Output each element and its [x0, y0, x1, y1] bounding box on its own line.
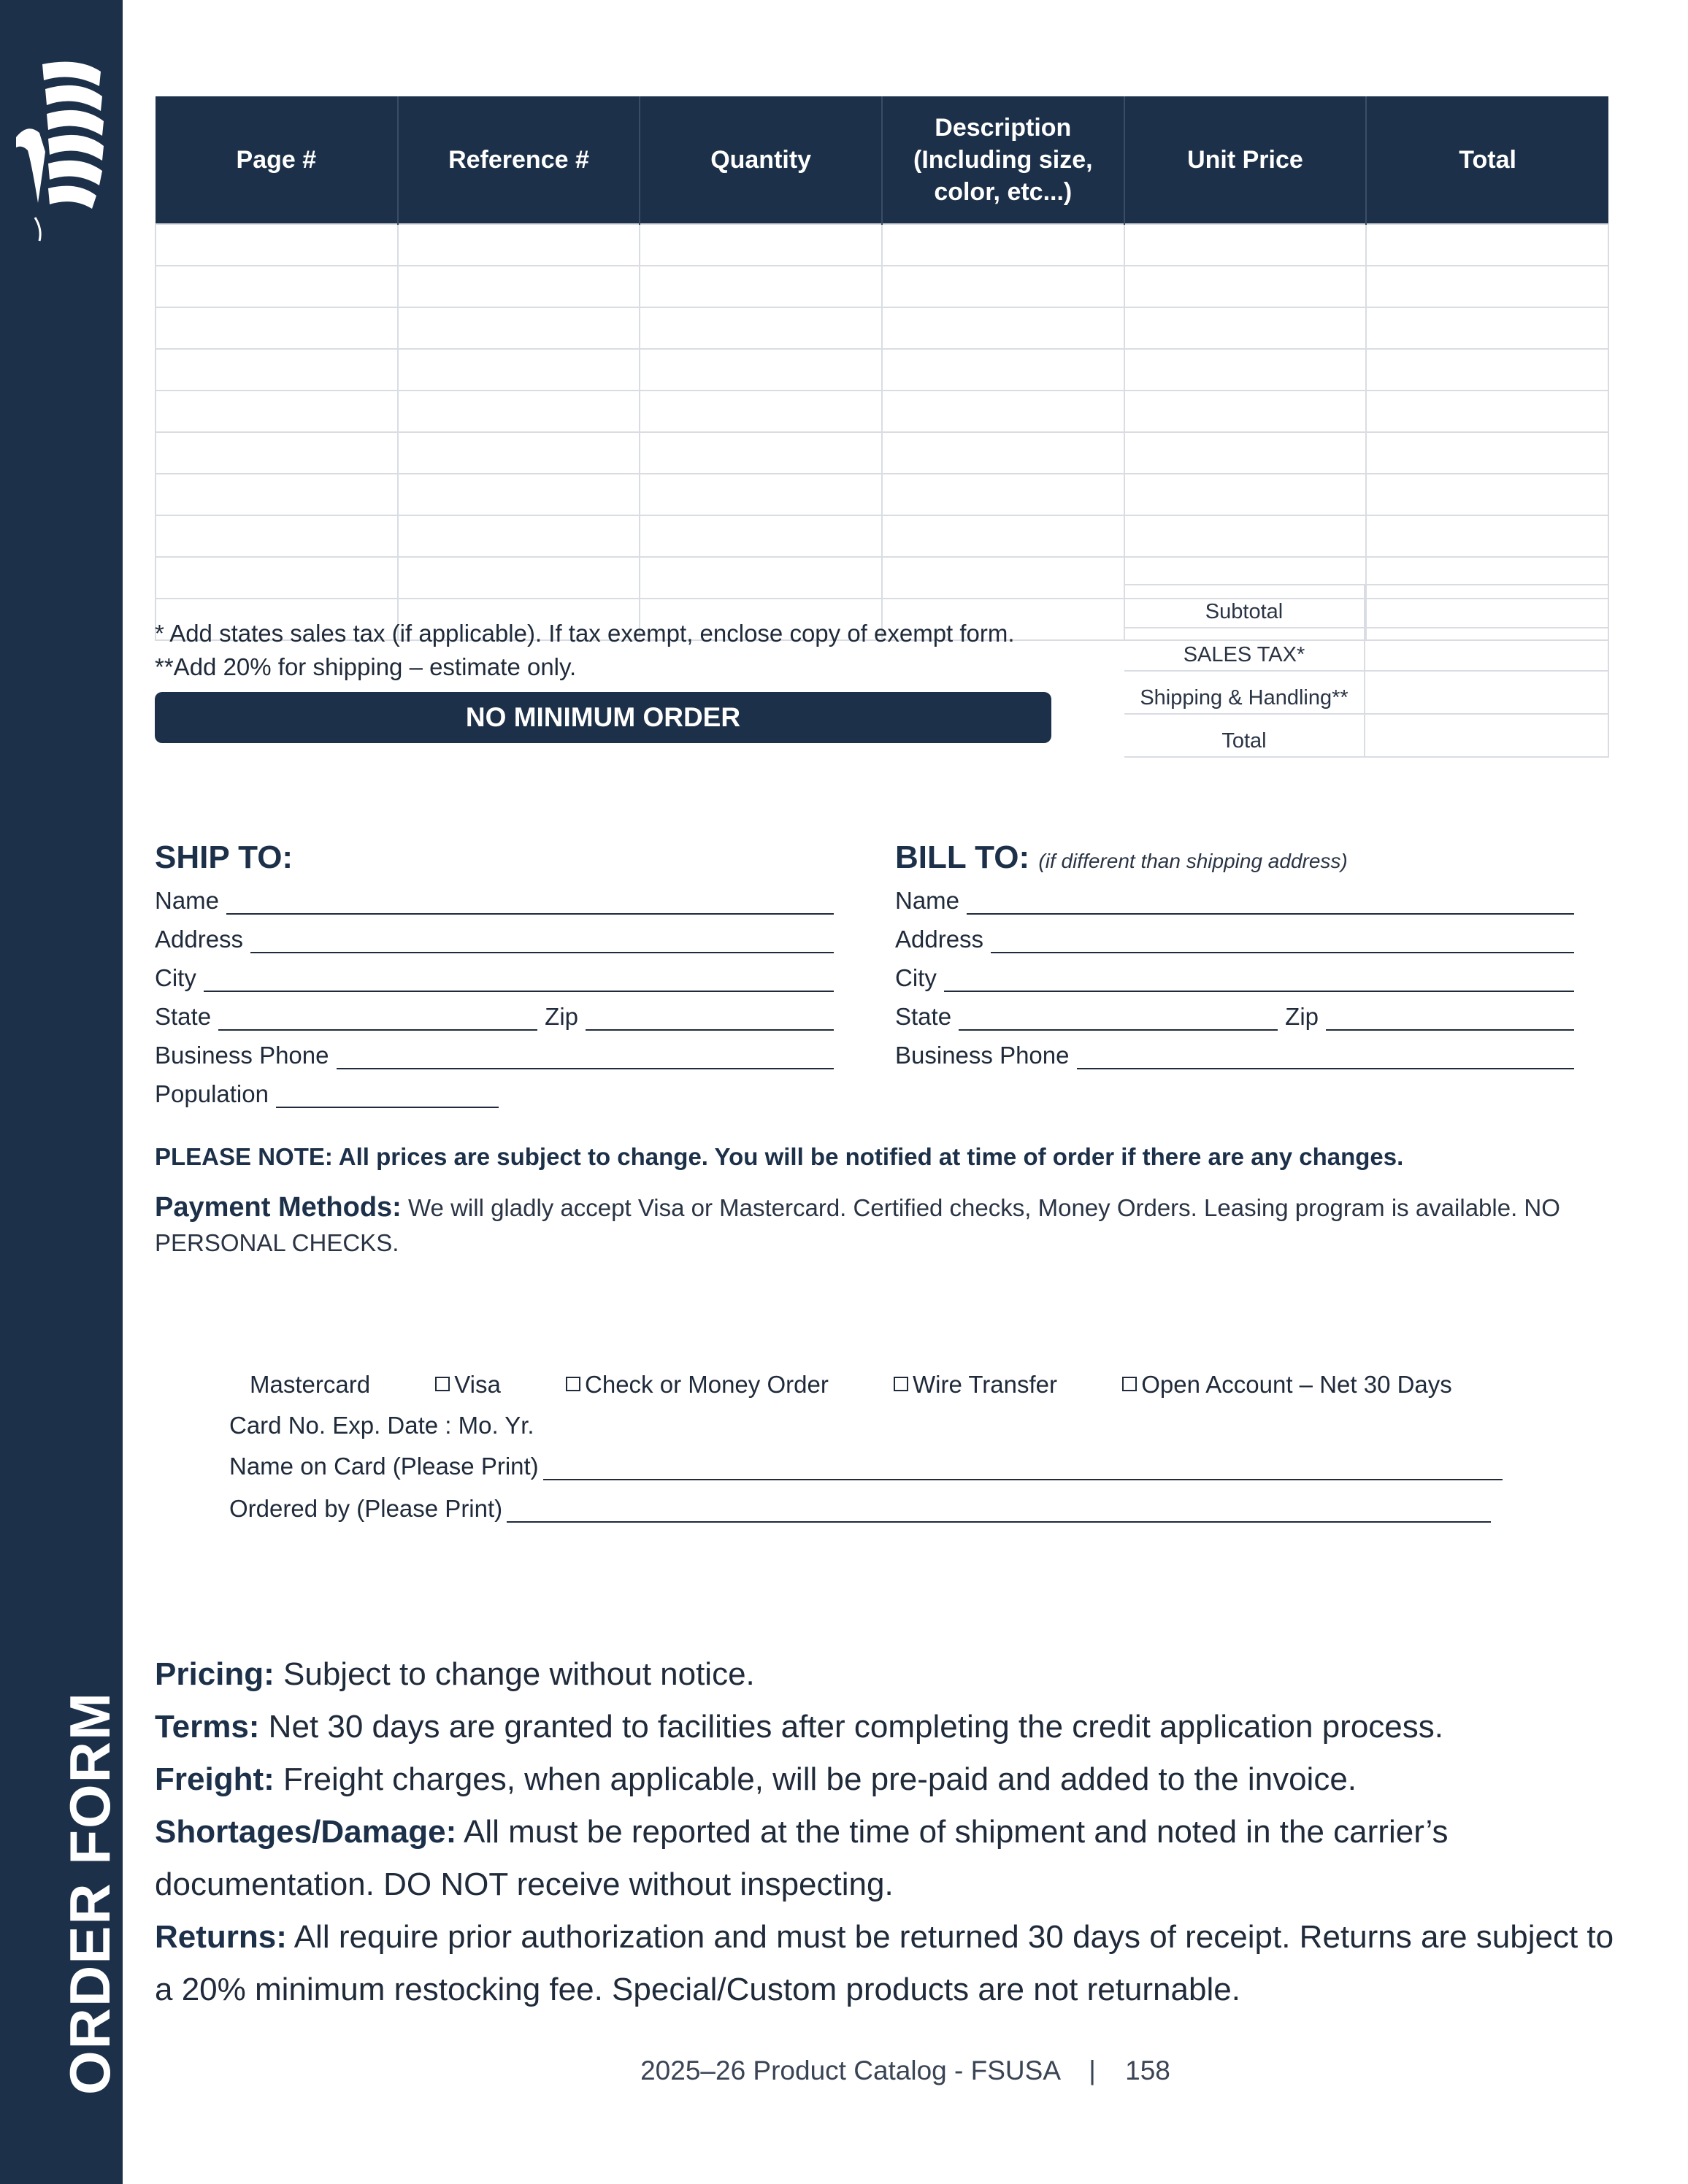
table-cell[interactable] [882, 474, 1124, 515]
bill-city-label: City [895, 964, 937, 991]
table-cell[interactable] [398, 266, 640, 307]
table-row [156, 307, 1608, 349]
shortages-label: Shortages/Damage: [155, 1814, 457, 1850]
footer-page-number: 158 [1125, 2056, 1170, 2085]
table-cell[interactable] [398, 474, 640, 515]
summary-table [1124, 584, 1609, 758]
checkbox-icon[interactable] [894, 1377, 908, 1391]
ship-to-title: SHIP TO: [155, 839, 294, 875]
ship-population-field[interactable] [276, 1082, 499, 1108]
ship-phone-field[interactable] [337, 1043, 835, 1069]
subtotal-field[interactable] [1365, 585, 1608, 628]
table-cell[interactable] [156, 391, 398, 432]
ordered-by-row [229, 1495, 1491, 1523]
bill-city-field[interactable] [944, 966, 1574, 992]
table-cell[interactable] [1366, 515, 1608, 557]
table-cell[interactable] [156, 266, 398, 307]
sales-tax-label: SALES TAX* [1124, 628, 1365, 671]
order-table [155, 96, 1609, 641]
table-cell[interactable] [398, 432, 640, 474]
payment-options [250, 1371, 1511, 1399]
table-cell[interactable] [156, 432, 398, 474]
ship-to-section [155, 839, 834, 1108]
header-description: Description (Including size, color, etc...) [882, 96, 1124, 224]
table-cell[interactable] [1366, 391, 1608, 432]
table-cell[interactable] [640, 515, 882, 557]
table-cell[interactable] [640, 474, 882, 515]
table-cell[interactable] [882, 307, 1124, 349]
table-row [156, 432, 1608, 474]
shipping-note: **Add 20% for shipping – estimate only. [155, 653, 577, 680]
table-cell[interactable] [1124, 224, 1367, 266]
pricing-text: Subject to change without notice. [274, 1656, 755, 1692]
option-wire-label: Wire Transfer [912, 1371, 1058, 1398]
freight-text: Freight charges, when applicable, will be pre-paid and added to the invoice. [274, 1761, 1357, 1797]
total-field[interactable] [1365, 714, 1608, 757]
footer-catalog: 2025–26 Product Catalog - FSUSA [640, 2056, 1059, 2085]
payment-label: Payment Methods: [155, 1192, 402, 1223]
bill-name-field[interactable] [967, 888, 1574, 915]
option-mastercard[interactable] [250, 1371, 399, 1398]
ship-city-field[interactable] [204, 966, 834, 992]
table-cell[interactable] [1124, 515, 1367, 557]
pricing-label: Pricing: [155, 1656, 275, 1692]
option-check[interactable] [566, 1371, 858, 1398]
table-cell[interactable] [156, 349, 398, 391]
tax-notes [155, 617, 1015, 684]
header-total: Total [1366, 96, 1608, 224]
option-visa[interactable] [435, 1371, 530, 1398]
table-cell[interactable] [882, 432, 1124, 474]
subtotal-label: Subtotal [1124, 585, 1365, 628]
table-cell[interactable] [882, 515, 1124, 557]
ship-state-label: State [155, 1003, 212, 1030]
table-cell[interactable] [882, 391, 1124, 432]
table-cell[interactable] [1124, 349, 1367, 391]
table-cell[interactable] [1124, 474, 1367, 515]
table-cell[interactable] [1124, 266, 1367, 307]
returns-text: All require prior authorization and must be returned 30 days of receipt. Returns are subject to a 20% minimum restocking fee. Special/Custom products are not returnable. [155, 1919, 1614, 2007]
table-cell[interactable] [156, 515, 398, 557]
option-mastercard-label: Mastercard [250, 1371, 371, 1398]
table-cell[interactable] [640, 224, 882, 266]
payment-methods [155, 1190, 1600, 1261]
ship-address-field[interactable] [250, 927, 834, 953]
table-cell[interactable] [640, 266, 882, 307]
header-page: Page # [156, 96, 398, 224]
table-cell[interactable] [882, 224, 1124, 266]
ship-name-label: Name [155, 887, 220, 914]
ordered-by-label: Ordered by (Please Print) [229, 1495, 503, 1522]
shortages-text: All must be reported at the time of shipment and noted in the carrier’s documentation. DO NOT receive without inspecting. [155, 1814, 1449, 1902]
bill-to-title: BILL TO: [895, 839, 1030, 875]
header-reference: Reference # [398, 96, 640, 224]
option-open-account-label: Open Account – Net 30 Days [1141, 1371, 1452, 1398]
terms-text: Net 30 days are granted to facilities after completing the credit application process. [259, 1709, 1443, 1745]
header-quantity: Quantity [640, 96, 882, 224]
please-note: PLEASE NOTE: All prices are subject to change. You will be notified at time of order if there are any changes. [155, 1143, 1404, 1170]
table-cell[interactable] [156, 557, 398, 599]
table-cell[interactable] [640, 391, 882, 432]
table-cell[interactable] [156, 307, 398, 349]
table-cell[interactable] [882, 557, 1124, 599]
option-check-label: Check or Money Order [585, 1371, 829, 1398]
bill-state-field[interactable] [959, 1004, 1278, 1031]
payment-text: We will gladly accept Visa or Mastercard. Certified checks, Money Orders. Leasing program is available. NO PERSONAL CHECKS. [155, 1194, 1560, 1256]
sidebar-title: ORDER FORM [58, 1691, 122, 2095]
table-cell[interactable] [398, 391, 640, 432]
shipping-label: Shipping & Handling** [1124, 671, 1365, 714]
bill-address-label: Address [895, 926, 984, 953]
table-cell[interactable] [1124, 432, 1367, 474]
bill-address-field[interactable] [991, 927, 1574, 953]
ship-population-label: Population [155, 1080, 269, 1107]
table-row [156, 391, 1608, 432]
table-cell[interactable] [640, 557, 882, 599]
name-on-card-label: Name on Card (Please Print) [229, 1453, 539, 1480]
card-number-label: Card No. Exp. Date : Mo. Yr. [229, 1412, 534, 1439]
table-cell[interactable] [1366, 432, 1608, 474]
bill-phone-label: Business Phone [895, 1042, 1070, 1069]
option-open-account[interactable] [1122, 1371, 1481, 1398]
flag-eagle-logo-icon [13, 57, 108, 261]
table-cell[interactable] [1366, 224, 1608, 266]
table-cell[interactable] [640, 307, 882, 349]
returns-label: Returns: [155, 1919, 287, 1955]
sidebar [0, 0, 123, 2184]
table-cell[interactable] [398, 224, 640, 266]
table-cell[interactable] [398, 307, 640, 349]
ship-zip-label: Zip [545, 1003, 578, 1030]
option-visa-label: Visa [454, 1371, 501, 1398]
ship-city-label: City [155, 964, 196, 991]
bill-phone-field[interactable] [1077, 1043, 1575, 1069]
bill-name-label: Name [895, 887, 960, 914]
header-unit-price: Unit Price [1124, 96, 1367, 224]
table-cell[interactable] [640, 349, 882, 391]
table-cell[interactable] [882, 266, 1124, 307]
table-cell[interactable] [398, 557, 640, 599]
bill-to-subtitle: (if different than shipping address) [1038, 850, 1348, 872]
page-footer [0, 2056, 1688, 2086]
total-label: Total [1124, 714, 1365, 757]
tax-note: * Add states sales tax (if applicable). If tax exempt, enclose copy of exempt form. [155, 620, 1015, 647]
table-row [156, 474, 1608, 515]
option-wire[interactable] [894, 1371, 1086, 1398]
sales-tax-field[interactable] [1365, 628, 1608, 671]
table-cell[interactable] [640, 432, 882, 474]
table-cell[interactable] [398, 349, 640, 391]
table-cell[interactable] [156, 474, 398, 515]
table-cell[interactable] [1366, 307, 1608, 349]
table-row [156, 224, 1608, 266]
table-cell[interactable] [1124, 391, 1367, 432]
bill-zip-field[interactable] [1326, 1004, 1574, 1031]
ship-phone-label: Business Phone [155, 1042, 329, 1069]
no-minimum-banner: NO MINIMUM ORDER [155, 692, 1051, 743]
ship-state-field[interactable] [218, 1004, 537, 1031]
card-number-row [229, 1412, 534, 1439]
footer-separator: | [1089, 2056, 1096, 2085]
terms-section [155, 1648, 1615, 2016]
checkbox-icon[interactable] [566, 1377, 580, 1391]
name-on-card-field[interactable] [543, 1457, 1503, 1480]
table-cell[interactable] [1124, 307, 1367, 349]
table-cell[interactable] [882, 349, 1124, 391]
table-cell[interactable] [1366, 349, 1608, 391]
name-on-card-row [229, 1453, 1503, 1480]
table-cell[interactable] [156, 224, 398, 266]
order-table-body [156, 224, 1608, 640]
ordered-by-field[interactable] [507, 1499, 1491, 1523]
ship-name-field[interactable] [226, 888, 834, 915]
table-cell[interactable] [1366, 266, 1608, 307]
bill-zip-label: Zip [1285, 1003, 1319, 1030]
ship-zip-field[interactable] [586, 1004, 834, 1031]
table-row [156, 515, 1608, 557]
ship-address-label: Address [155, 926, 244, 953]
checkbox-icon[interactable] [1122, 1377, 1137, 1391]
terms-label: Terms: [155, 1709, 260, 1745]
table-row [156, 266, 1608, 307]
table-cell[interactable] [398, 515, 640, 557]
freight-label: Freight: [155, 1761, 275, 1797]
shipping-field[interactable] [1365, 671, 1608, 714]
table-cell[interactable] [1366, 474, 1608, 515]
bill-state-label: State [895, 1003, 952, 1030]
checkbox-icon[interactable] [435, 1377, 450, 1391]
bill-to-section [895, 839, 1574, 1069]
table-row [156, 349, 1608, 391]
